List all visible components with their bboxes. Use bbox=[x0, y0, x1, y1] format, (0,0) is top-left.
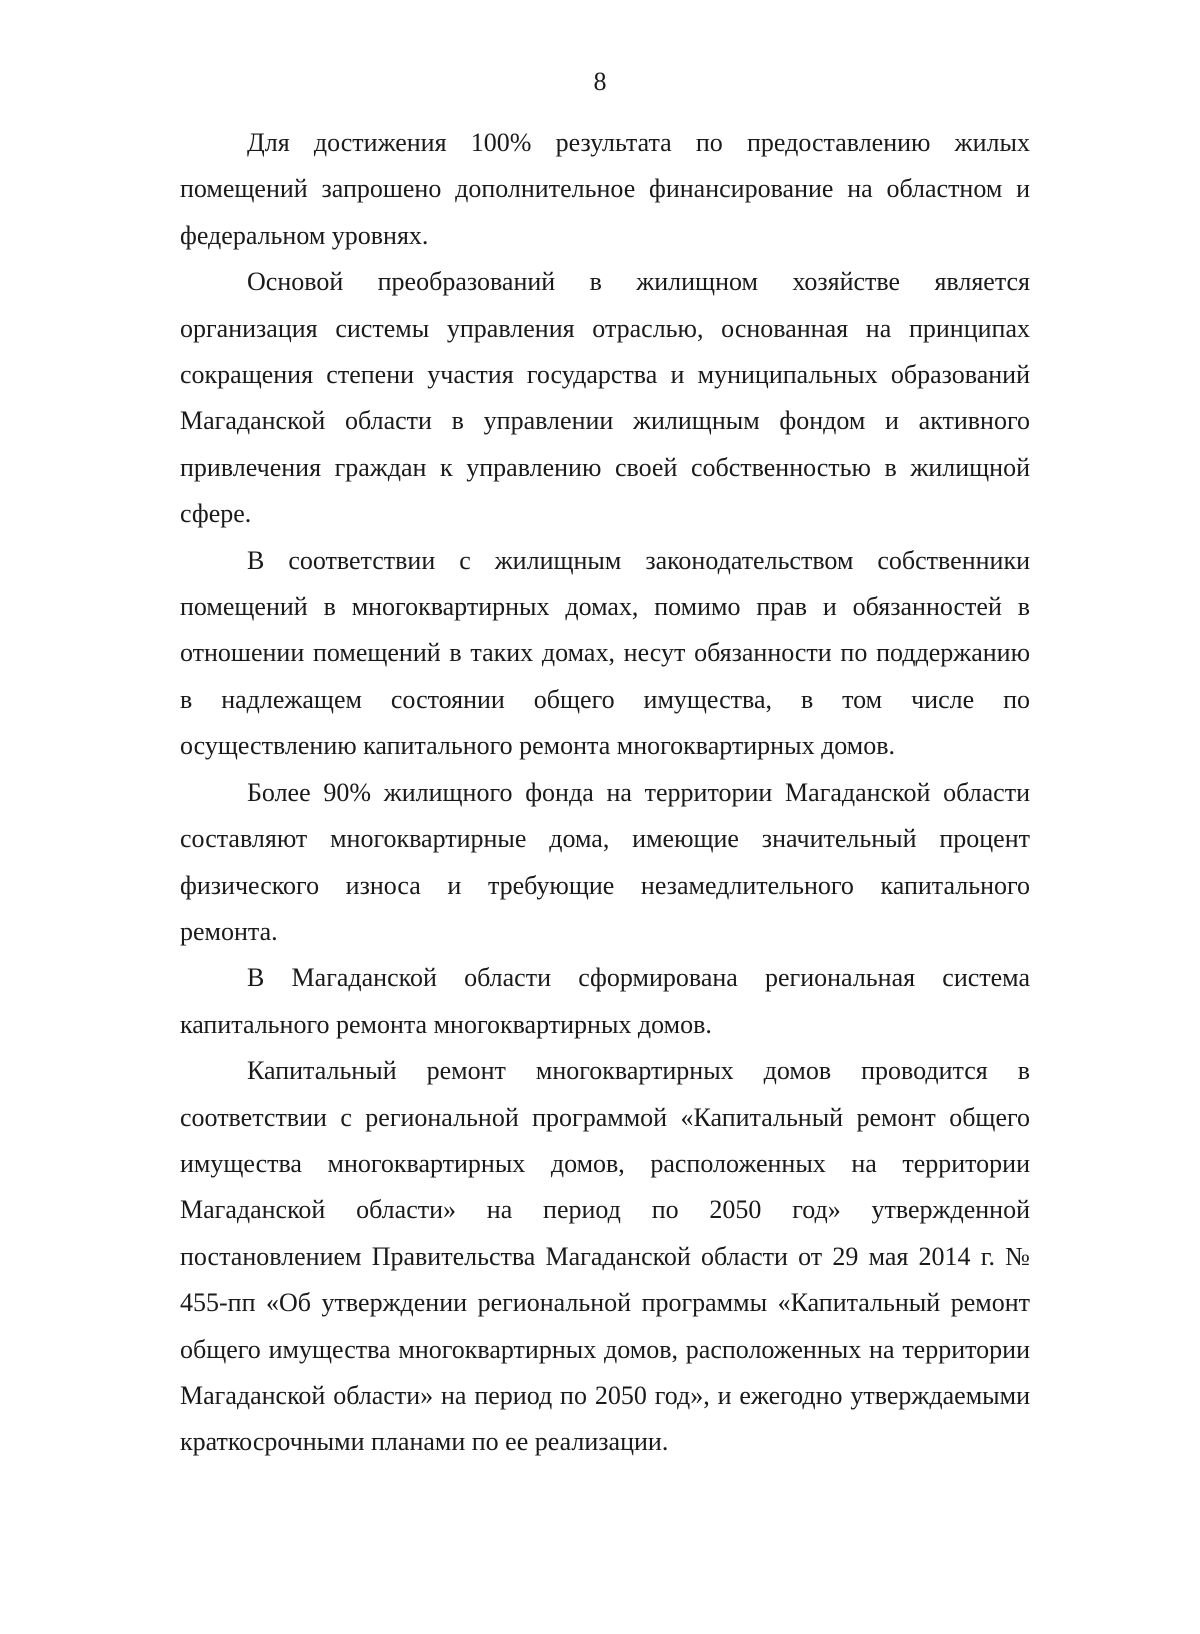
paragraph-repair-program: Капитальный ремонт многоквартирных домов проводится в соответствии с региональной программой «Капитальный ремонт общего имущества многоквартирных домов, расположенных на территории Магаданской области» на период по 2050 год» утвержденной постановлением Правительства Магаданской области от 29 мая 2014 г. № 455-пп «Об утверждении региональной программы «Капитальный ремонт общего имущества многоквартирных домов, расположенных на территории Магаданской области» на период по 2050 год», и ежегодно утверждаемыми краткосрочными планами по ее реализации. bbox=[180, 1056, 1030, 1457]
paragraph-housing-funding: Для достижения 100% результата по предоставлению жилых помещений запрошено дополнительное финансирование на областном и федеральном уровнях. bbox=[180, 128, 1030, 250]
paragraph-housing-management: Основой преобразований в жилищном хозяйстве является организация системы управления отраслью, основанная на принципах сокращения степени участия государства и муниципальных образований Магаданской области в управлении жилищным фондом и активного привлечения граждан к управлению своей собственностью в жилищной сфере. bbox=[180, 267, 1030, 529]
page-number: 8 bbox=[593, 67, 607, 96]
paragraph-regional-system: В Магаданской области сформирована региональная система капитального ремонта многоквартирных домов. bbox=[180, 963, 1030, 1039]
paragraph-housing-stock-condition: Более 90% жилищного фонда на территории Магаданской области составляют многоквартирные дома, имеющие значительный процент физического износа и требующие незамедлительного капитального ремонта. bbox=[180, 777, 1030, 946]
paragraph-owner-obligations: В соответствии с жилищным законодательством собственники помещений в многоквартирных домах, помимо прав и обязанностей в отношении помещений в таких домах, несут обязанности по поддержанию в надлежащем состоянии общего имущества, в том числе по осуществлению капитального ремонта многоквартирных домов. bbox=[180, 545, 1030, 761]
document-body bbox=[180, 120, 1030, 1466]
